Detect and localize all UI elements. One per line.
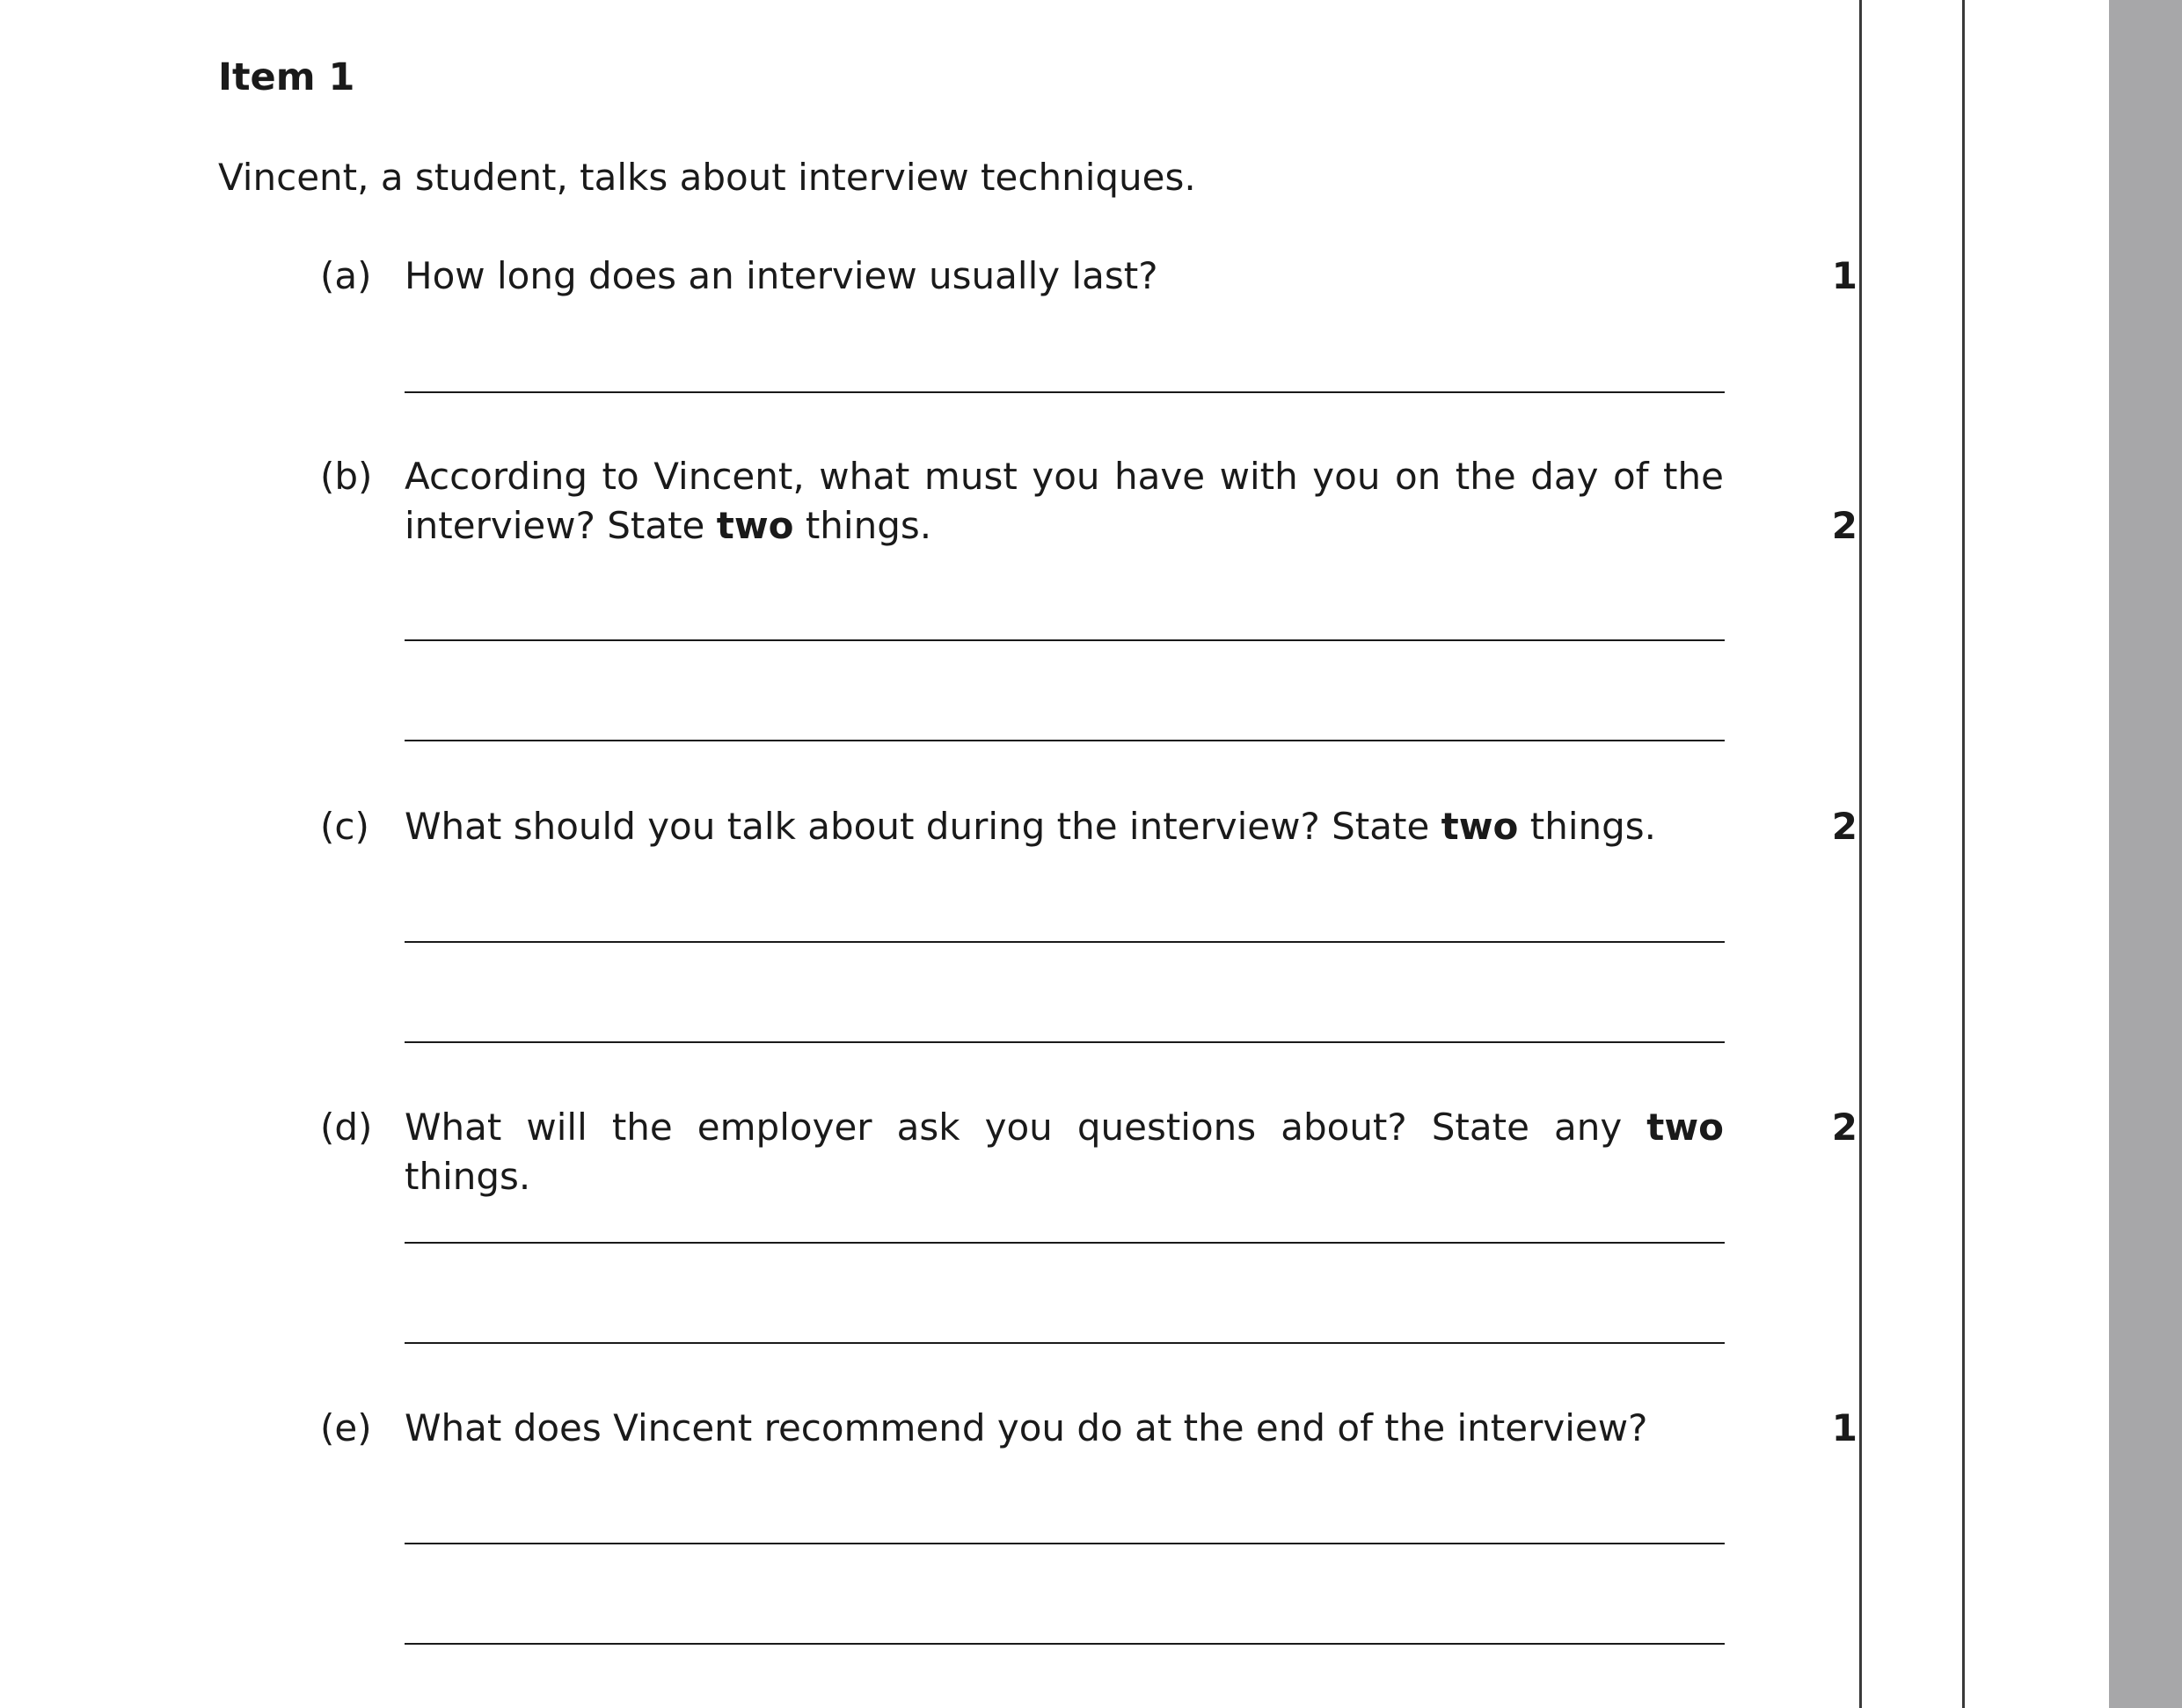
question-letter: (e) — [320, 1406, 372, 1449]
question-marks: 1 — [1831, 1406, 1857, 1449]
answer-line[interactable] — [405, 639, 1725, 641]
question-text: What should you talk about during the interview? State two things. — [405, 805, 1657, 848]
question-letter: (a) — [320, 254, 372, 297]
question-text: How long does an interview usually last? — [405, 254, 1158, 297]
question-marks: 2 — [1831, 805, 1857, 848]
emphasis-text: two — [1441, 805, 1519, 848]
answer-line[interactable] — [405, 1242, 1725, 1244]
margin-rule-inner — [1859, 0, 1862, 1708]
answer-line[interactable] — [405, 1643, 1725, 1645]
question-text: What does Vincent recommend you do at the end of the interview? — [405, 1406, 1648, 1449]
answer-line[interactable] — [405, 1041, 1725, 1043]
question-letter: (c) — [320, 805, 369, 848]
page-edge-strip — [2109, 0, 2182, 1708]
answer-line[interactable] — [405, 941, 1725, 943]
question-text: According to Vincent, what must you have with you on the day of the interview? State two things. — [405, 455, 1724, 547]
question-letter: (b) — [320, 455, 373, 498]
question-text: What will the employer ask you questions about? State any two things. — [405, 1106, 1724, 1198]
item-intro: Vincent, a student, talks about interview techniques. — [218, 156, 1196, 199]
question-marks: 2 — [1831, 504, 1857, 547]
emphasis-text: two — [716, 504, 794, 547]
answer-line[interactable] — [405, 740, 1725, 741]
emphasis-text: two — [1646, 1106, 1724, 1149]
answer-line[interactable] — [405, 391, 1725, 393]
question-marks: 2 — [1831, 1106, 1857, 1149]
question-letter: (d) — [320, 1106, 373, 1149]
item-title: Item 1 — [218, 55, 355, 99]
answer-line[interactable] — [405, 1342, 1725, 1344]
answer-line[interactable] — [405, 1543, 1725, 1544]
margin-rule-outer — [1962, 0, 1965, 1708]
question-marks: 1 — [1831, 254, 1857, 297]
